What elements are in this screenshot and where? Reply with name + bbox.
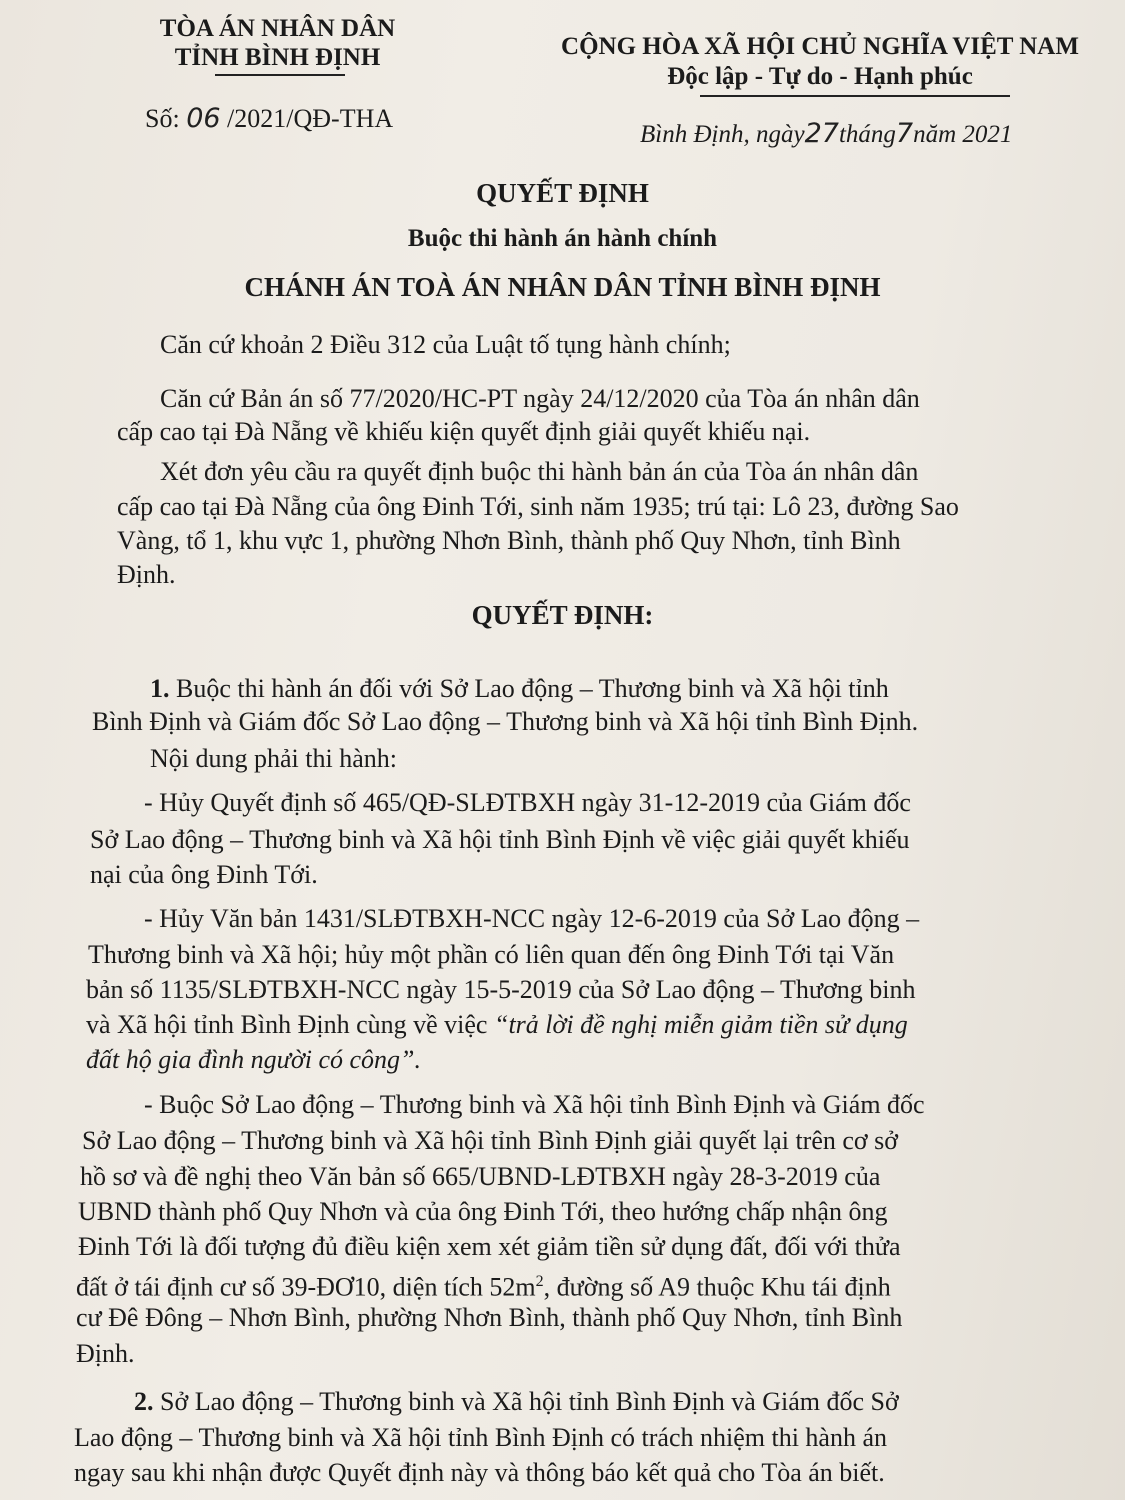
- number-prefix: Số:: [145, 104, 187, 133]
- number-handwritten: 06: [186, 103, 221, 134]
- date-mid: tháng: [838, 121, 896, 148]
- court-line-2: TỈNH BÌNH ĐỊNH: [174, 44, 381, 71]
- document-number: [145, 103, 393, 134]
- item-2-line-1: - Hủy Văn bản 1431/SLĐTBXH-NCC ngày 12-6-2019 của Sở Lao động –: [144, 904, 920, 933]
- item-1-line-2: Sở Lao động – Thương binh và Xã hội tỉnh Bình Định về việc giải quyết khiếu: [90, 825, 910, 854]
- item-3-line-2: Sở Lao động – Thương binh và Xã hội tỉnh Bình Định giải quyết lại trên cơ sở: [82, 1126, 899, 1155]
- item-3-line-4: UBND thành phố Quy Nhơn và của ông Đinh Tới, theo hướng chấp nhận ông: [78, 1197, 888, 1226]
- item-3-line-7: cư Đê Đông – Nhơn Bình, phường Nhơn Bình, thành phố Quy Nhơn, tỉnh Bình: [76, 1303, 903, 1332]
- republic-name: CỘNG HÒA XÃ HỘI CHỦ NGHĨA VIỆT NAM: [561, 33, 1079, 60]
- item-3-text-a: đất ở tái định cư số 39-ĐƠ10, diện tích 52m: [76, 1272, 536, 1302]
- petition-line-1: Xét đơn yêu cầu ra quyết định buộc thi hành bản án của Tòa án nhân dân: [160, 457, 919, 486]
- article-2-line-1: [134, 1387, 899, 1417]
- item-3-line-3: hồ sơ và đề nghị theo Văn bản số 665/UBND-LĐTBXH ngày 28-3-2019 của: [80, 1162, 881, 1191]
- petition-line-3: Vàng, tổ 1, khu vực 1, phường Nhơn Bình, thành phố Quy Nhơn, tỉnh Bình: [117, 526, 901, 555]
- issuing-court: [100, 14, 455, 72]
- article-1-text: Buộc thi hành án đối với Sở Lao động – Thương binh và Xã hội tỉnh: [169, 674, 889, 703]
- item-3-line-5: Đinh Tới là đối tượng đủ điều kiện xem xét giảm tiền sử dụng đất, đối với thửa: [78, 1232, 901, 1261]
- document-subject: Buộc thi hành án hành chính: [407, 225, 718, 252]
- legal-basis-2: Căn cứ Bản án số 77/2020/HC-PT ngày 24/12/2020 của Tòa án nhân dân: [160, 384, 920, 413]
- article-2-line-2: Lao động – Thương binh và Xã hội tỉnh Bình Định có trách nhiệm thi hành án: [74, 1423, 888, 1452]
- legal-basis-2-cont: cấp cao tại Đà Nẵng về khiếu kiện quyết định giải quyết khiếu nại.: [117, 417, 811, 446]
- petition-line-4: Định.: [117, 560, 176, 589]
- decision-heading: QUYẾT ĐỊNH:: [471, 600, 654, 630]
- item-3-text-b: , đường số A9 thuộc Khu tái định: [543, 1272, 891, 1302]
- document-title: QUYẾT ĐỊNH: [476, 178, 649, 208]
- item-3-line-6: [76, 1267, 891, 1303]
- item-2-quote: “trả lời đề nghị miễn giảm tiền sử dụng: [493, 1010, 908, 1039]
- item-2-text: và Xã hội tỉnh Bình Định cùng về việc: [86, 1010, 494, 1039]
- number-suffix: /2021/QĐ-THA: [220, 104, 394, 133]
- item-1-line-1: - Hủy Quyết định số 465/QĐ-SLĐTBXH ngày 31-12-2019 của Giám đốc: [144, 788, 911, 817]
- petition-line-2: cấp cao tại Đà Nẵng của ông Đinh Tới, sinh năm 1935; trú tại: Lô 23, đường Sao: [117, 492, 959, 521]
- article-1-line-2: Bình Định và Giám đốc Sở Lao động – Thương binh và Xã hội tỉnh Bình Định.: [92, 707, 919, 736]
- legal-basis-1: Căn cứ khoản 2 Điều 312 của Luật tố tụng hành chính;: [160, 330, 731, 359]
- article-2-number: 2.: [134, 1387, 154, 1416]
- article-1-line-1: [150, 674, 889, 704]
- item-2-line-4: [86, 1010, 908, 1040]
- item-1-line-3: nại của ông Đinh Tới.: [90, 860, 318, 889]
- motto: Độc lập - Tự do - Hạnh phúc: [667, 63, 973, 90]
- item-3-line-8: Định.: [76, 1339, 135, 1368]
- court-underline: [215, 74, 345, 76]
- item-2-line-3: bản số 1135/SLĐTBXH-NCC ngày 15-5-2019 của Sở Lao động – Thương binh: [86, 975, 916, 1004]
- motto-underline: [700, 95, 1010, 97]
- issuing-authority: CHÁNH ÁN TOÀ ÁN NHÂN DÂN TỈNH BÌNH ĐỊNH: [244, 272, 881, 302]
- item-2-line-2: Thương binh và Xã hội; hủy một phần có liên quan đến ông Đinh Tới tại Văn: [88, 940, 895, 969]
- date-prefix: Bình Định, ngày: [640, 121, 805, 148]
- national-motto: [560, 32, 1080, 92]
- date-suffix: năm 2021: [913, 121, 1013, 148]
- item-3-line-1: - Buộc Sở Lao động – Thương binh và Xã hội tỉnh Bình Định và Giám đốc: [144, 1090, 925, 1119]
- item-2-line-5: đất hộ gia đình người có công”.: [86, 1045, 421, 1074]
- court-line-1: TÒA ÁN NHÂN DÂN: [159, 15, 396, 42]
- content-heading: Nội dung phải thi hành:: [150, 744, 397, 773]
- article-2-line-3: ngay sau khi nhận được Quyết định này và thông báo kết quả cho Tòa án biết.: [74, 1458, 885, 1487]
- article-2-text: Sở Lao động – Thương binh và Xã hội tỉnh Bình Định và Giám đốc Sở: [153, 1387, 899, 1416]
- issue-date: [640, 118, 1012, 149]
- date-month-handwritten: 7: [895, 118, 914, 149]
- area-unit-superscript: 2: [535, 1273, 544, 1290]
- article-1-number: 1.: [150, 674, 170, 703]
- date-day-handwritten: 27: [804, 118, 839, 149]
